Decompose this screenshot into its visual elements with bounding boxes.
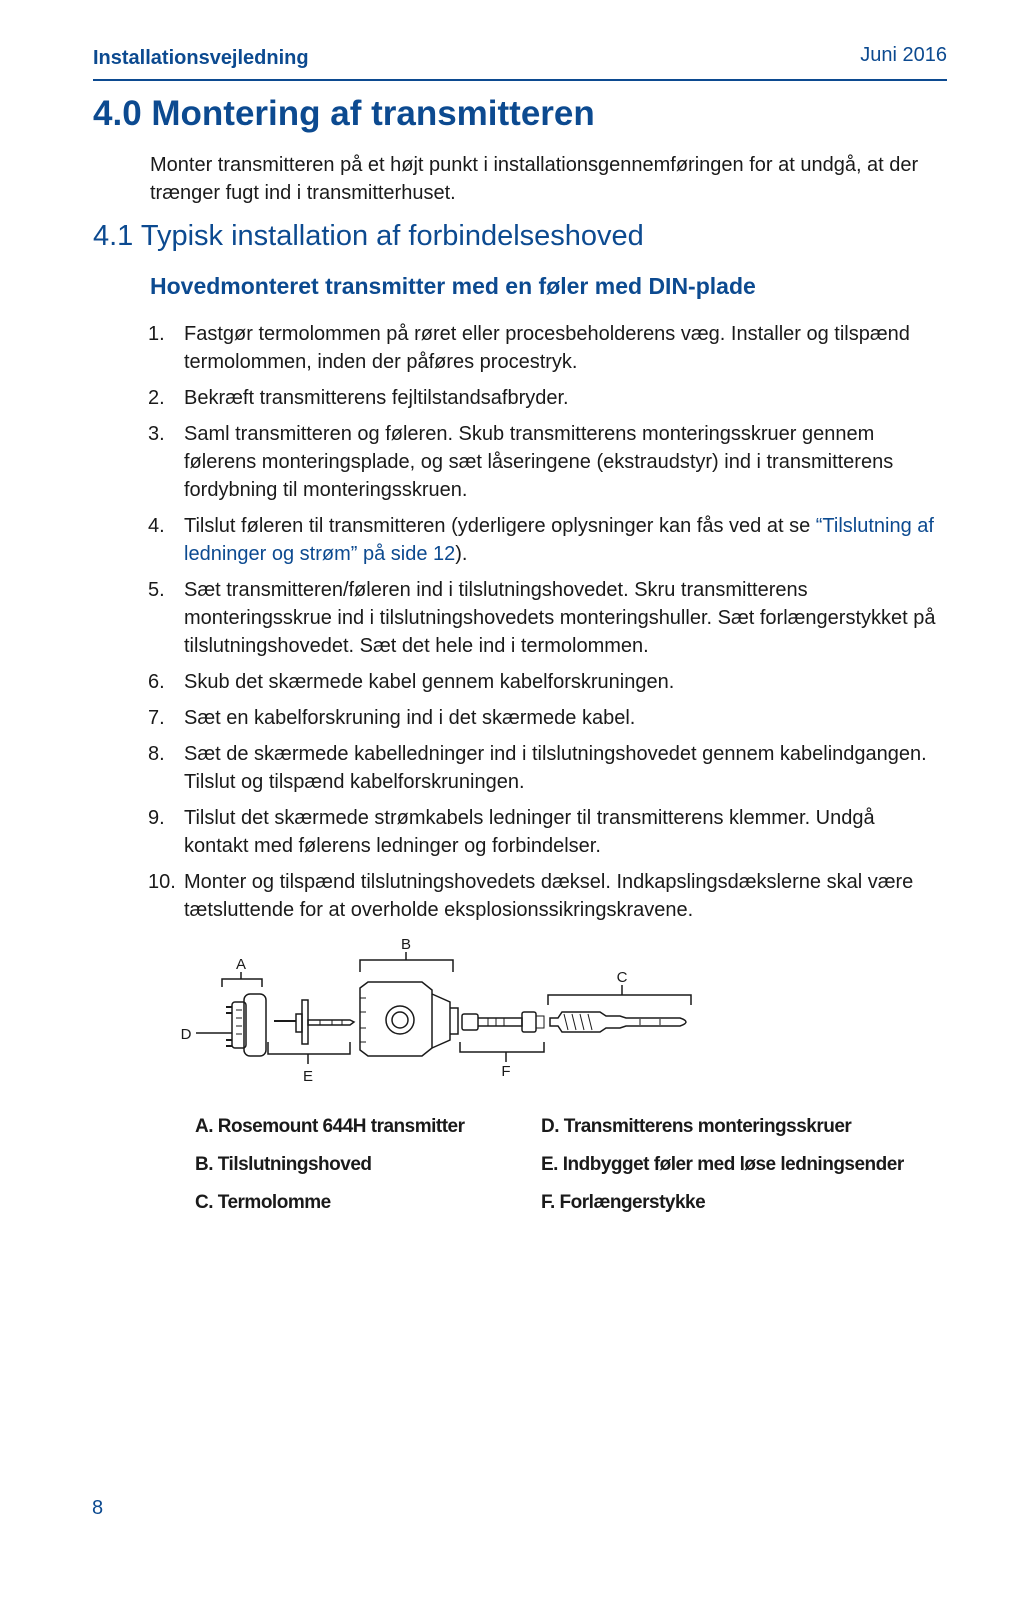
page-number: 8 (92, 1497, 104, 1519)
header-divider (93, 79, 947, 81)
step-text: Saml transmitteren og føleren. Skub transmitterens monteringsskruer gennem følerens monteringsplade, og sæt låseringene (ekstraudstyr) ind i transmitterens fordybning til monteringsskruen. (184, 423, 894, 501)
figure-legend-right (541, 1108, 904, 1222)
legend-item: A. Rosemount 644H transmitter (195, 1116, 465, 1137)
step-text: Bekræft transmitterens fejltilstandsafbryder. (184, 387, 569, 409)
legend-item: C. Termolomme (195, 1192, 331, 1213)
callout-f: F (501, 1063, 511, 1080)
callout-e: E (302, 1068, 314, 1085)
step-text-wrapper (184, 512, 938, 568)
callout-a-bracket (222, 972, 262, 987)
step-item (148, 668, 938, 696)
installation-steps (148, 320, 938, 932)
running-header-title: Installationsvejledning (93, 47, 309, 69)
connection-head-part-icon (360, 982, 458, 1056)
step-number: 6. (148, 671, 165, 693)
step-text-tail: ). (455, 543, 468, 565)
step-item (148, 576, 938, 660)
step-item (148, 740, 938, 796)
cross-reference-link[interactable]: “Tilslutning af ledninger og strøm” på side 12 (184, 515, 934, 565)
subsection-title: 4.1 Typisk installation af forbindelseshoved (93, 220, 644, 252)
exploded-assembly-diagram (170, 932, 710, 1090)
callout-e-bracket (268, 1042, 350, 1064)
step-number: 9. (148, 807, 165, 829)
intro-paragraph: Monter transmitteren på et højt punkt i installationsgennemføringen for at undgå, at der trænger fugt ind i transmitterhuset. (150, 154, 919, 204)
callout-d: D (180, 1026, 192, 1043)
step-item (148, 420, 938, 504)
callout-f-bracket (460, 1042, 544, 1062)
step-text: Skub det skærmede kabel gennem kabelforskruningen. (184, 671, 675, 693)
step-text: Sæt de skærmede kabelledninger ind i tilslutningshovedet gennem kabelindgangen. Tilslut og tilspænd kabelforskruningen. (184, 743, 927, 793)
thermowell-part-icon (550, 1012, 686, 1032)
step-item (148, 804, 938, 860)
step-item (148, 868, 938, 924)
callout-a: A (235, 956, 247, 973)
sensor-part-icon (274, 1000, 354, 1044)
step-number: 5. (148, 579, 165, 601)
step-number: 7. (148, 707, 165, 729)
legend-item: D. Transmitterens monteringsskruer (541, 1116, 852, 1137)
step-item (148, 384, 938, 412)
step-item (148, 704, 938, 732)
step-number: 3. (148, 423, 165, 445)
figure-legend-left (195, 1108, 465, 1222)
callout-c-bracket (548, 985, 691, 1005)
transmitter-part-icon (226, 994, 266, 1056)
section-title: 4.0 Montering af transmitteren (93, 94, 595, 133)
running-header-date: Juni 2016 (860, 44, 947, 66)
step-number: 8. (148, 743, 165, 765)
callout-c: C (616, 969, 628, 986)
step-text: Fastgør termolommen på røret eller procesbeholderens væg. Installer og tilspænd termolommen, inden der påføres procestryk. (184, 323, 910, 373)
step-item (148, 512, 938, 568)
step-item (148, 320, 938, 376)
step-text: Monter og tilspænd tilslutningshovedets dæksel. Indkapslingsdækslerne skal være tætsluttende for at overholde eksplosionssikringskravene. (184, 871, 914, 921)
step-number: 4. (148, 515, 165, 537)
callout-b: B (400, 936, 412, 953)
step-text: Sæt en kabelforskruning ind i det skærmede kabel. (184, 707, 636, 729)
legend-item: E. Indbygget føler med løse ledningsender (541, 1154, 904, 1175)
step-number: 2. (148, 387, 165, 409)
extension-part-icon (462, 1012, 544, 1032)
procedure-heading: Hovedmonteret transmitter med en føler med DIN-plade (150, 273, 756, 299)
step-text: Tilslut det skærmede strømkabels ledninger til transmitterens klemmer. Undgå kontakt med følerens ledninger og forbindelser. (184, 807, 875, 857)
callout-b-bracket (360, 952, 453, 972)
legend-item: F. Forlængerstykke (541, 1192, 706, 1213)
legend-item: B. Tilslutningshoved (195, 1154, 372, 1175)
step-text: Sæt transmitteren/føleren ind i tilslutningshovedet. Skru transmitterens monteringsskrue ind i tilslutningshovedets monteringshuller. Sæt forlængerstykket på tilslutningshovedet. Sæt det hele ind i termolommen. (184, 579, 936, 657)
step-number: 1. (148, 323, 165, 345)
step-text: Tilslut føleren til transmitteren (yderligere oplysninger kan fås ved at se (184, 515, 811, 537)
step-number: 10. (148, 871, 176, 893)
